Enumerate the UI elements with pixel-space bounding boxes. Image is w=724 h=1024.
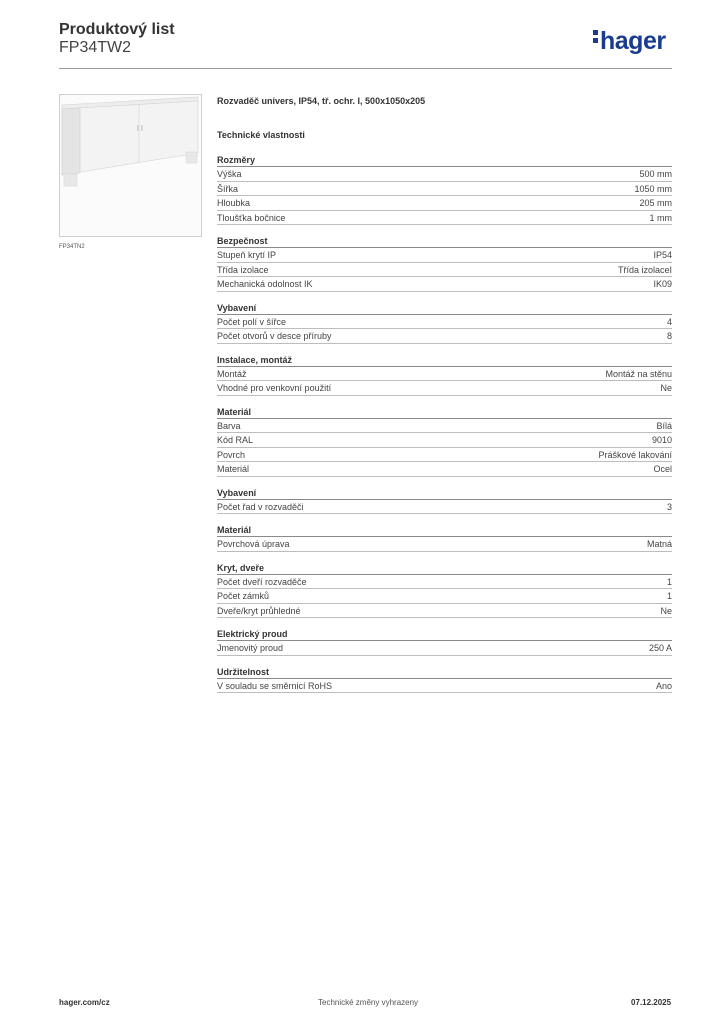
spec-row — [217, 315, 672, 330]
spec-value: 205 mm — [639, 198, 672, 208]
section-title: Materiál — [217, 524, 672, 537]
spec-row — [217, 448, 672, 463]
spec-value: Třída izolaceI — [617, 264, 672, 275]
spec-label: Povrchová úprava — [217, 539, 290, 549]
product-details — [217, 96, 672, 693]
spec-label: Počet polí v šířce — [217, 316, 287, 327]
logo-colon-icon — [593, 30, 599, 46]
spec-value: IP54 — [653, 250, 672, 260]
spec-label: Tloušťka bočnice — [217, 212, 286, 223]
spec-label: Počet zámků — [217, 591, 270, 601]
spec-row — [217, 462, 672, 477]
spec-value: 1 — [666, 591, 672, 601]
section-title: Bezpečnost — [217, 235, 672, 248]
spec-value: 1 — [666, 576, 672, 587]
spec-row — [217, 277, 672, 292]
section-title: Elektrický proud — [217, 628, 672, 641]
spec-value: 8 — [666, 331, 672, 341]
spec-row — [217, 679, 672, 694]
spec-value: Ne — [660, 605, 672, 616]
spec-value: 1 mm — [649, 212, 672, 223]
spec-value: Ne — [660, 383, 672, 393]
spec-row — [217, 589, 672, 604]
spec-value: 500 mm — [639, 169, 672, 179]
spec-row — [217, 167, 672, 182]
spec-row — [217, 537, 672, 552]
spec-section — [217, 354, 672, 396]
spec-label: Počet dveří rozvaděče — [217, 576, 307, 587]
spec-label: Dveře/kryt průhledné — [217, 605, 301, 616]
hager-logo[interactable] — [593, 27, 666, 56]
image-caption: FP34TN2 — [59, 244, 85, 250]
spec-row — [217, 182, 672, 197]
section-title: Materiál — [217, 406, 672, 419]
spec-value: Ocel — [653, 464, 672, 474]
spec-value: Montáž na stěnu — [605, 368, 672, 379]
section-title: Vybavení — [217, 487, 672, 500]
footer-website-link[interactable]: hager.com/cz — [59, 998, 110, 1007]
spec-value: 1050 mm — [634, 183, 672, 194]
spec-row — [217, 575, 672, 590]
spec-section — [217, 524, 672, 552]
spec-row — [217, 263, 672, 278]
header-divider — [59, 68, 672, 69]
spec-row — [217, 433, 672, 448]
spec-label: Počet otvorů v desce příruby — [217, 331, 332, 341]
spec-row — [217, 248, 672, 263]
footer-disclaimer: Technické změny vyhrazeny — [318, 998, 419, 1007]
spec-label: Počet řad v rozvaděči — [217, 501, 304, 512]
product-title: Rozvaděč univers, IP54, tř. ochr. I, 500x1050x205 — [217, 96, 426, 106]
section-title: Instalace, montáž — [217, 354, 672, 367]
section-title: Rozměry — [217, 154, 672, 167]
spec-section — [217, 302, 672, 344]
spec-value: Matná — [646, 539, 672, 549]
spec-label: Šířka — [217, 183, 239, 194]
spec-sections — [217, 154, 672, 693]
footer-date: 07.12.2025 — [631, 998, 672, 1007]
spec-section — [217, 666, 672, 694]
spec-row — [217, 329, 672, 344]
spec-row — [217, 367, 672, 382]
spec-row — [217, 211, 672, 226]
spec-section — [217, 628, 672, 656]
spec-row — [217, 604, 672, 619]
spec-row — [217, 381, 672, 396]
spec-label: Vhodné pro venkovní použití — [217, 383, 332, 393]
section-title: Kryt, dveře — [217, 562, 672, 575]
spec-value: 250 A — [648, 643, 672, 653]
cabinet-illustration-icon — [60, 95, 201, 236]
spec-value: 3 — [666, 501, 672, 512]
spec-label: Hloubka — [217, 198, 251, 208]
spec-section — [217, 235, 672, 292]
spec-row — [217, 196, 672, 211]
spec-value: IK09 — [653, 279, 672, 289]
spec-row — [217, 641, 672, 656]
tech-properties-heading: Technické vlastnosti — [217, 130, 305, 140]
spec-label: Materiál — [217, 464, 250, 474]
spec-label: Povrch — [217, 449, 246, 460]
product-image — [59, 94, 202, 237]
spec-label: Montáž — [217, 368, 247, 379]
spec-label: Výška — [217, 169, 242, 179]
spec-value: Bílá — [656, 420, 672, 431]
spec-label: V souladu se směrnicí RoHS — [217, 680, 333, 691]
spec-value: 9010 — [651, 435, 672, 445]
spec-value: Práškové lakování — [598, 449, 672, 460]
product-code: FP34TW2 — [59, 39, 132, 56]
spec-label: Stupeň krytí IP — [217, 250, 277, 260]
spec-label: Barva — [217, 420, 241, 431]
section-title: Vybavení — [217, 302, 672, 315]
spec-value: 4 — [666, 316, 672, 327]
section-title: Udržitelnost — [217, 666, 672, 679]
spec-section — [217, 406, 672, 477]
spec-label: Mechanická odolnost IK — [217, 279, 313, 289]
logo-text: hager — [600, 27, 666, 55]
page-title: Produktový list — [59, 21, 175, 38]
spec-section — [217, 487, 672, 515]
spec-section — [217, 154, 672, 225]
spec-row — [217, 500, 672, 515]
spec-value: Ano — [655, 680, 672, 691]
spec-label: Jmenovitý proud — [217, 643, 284, 653]
spec-label: Kód RAL — [217, 435, 254, 445]
spec-label: Třída izolace — [217, 264, 269, 275]
spec-section — [217, 562, 672, 619]
spec-row — [217, 419, 672, 434]
